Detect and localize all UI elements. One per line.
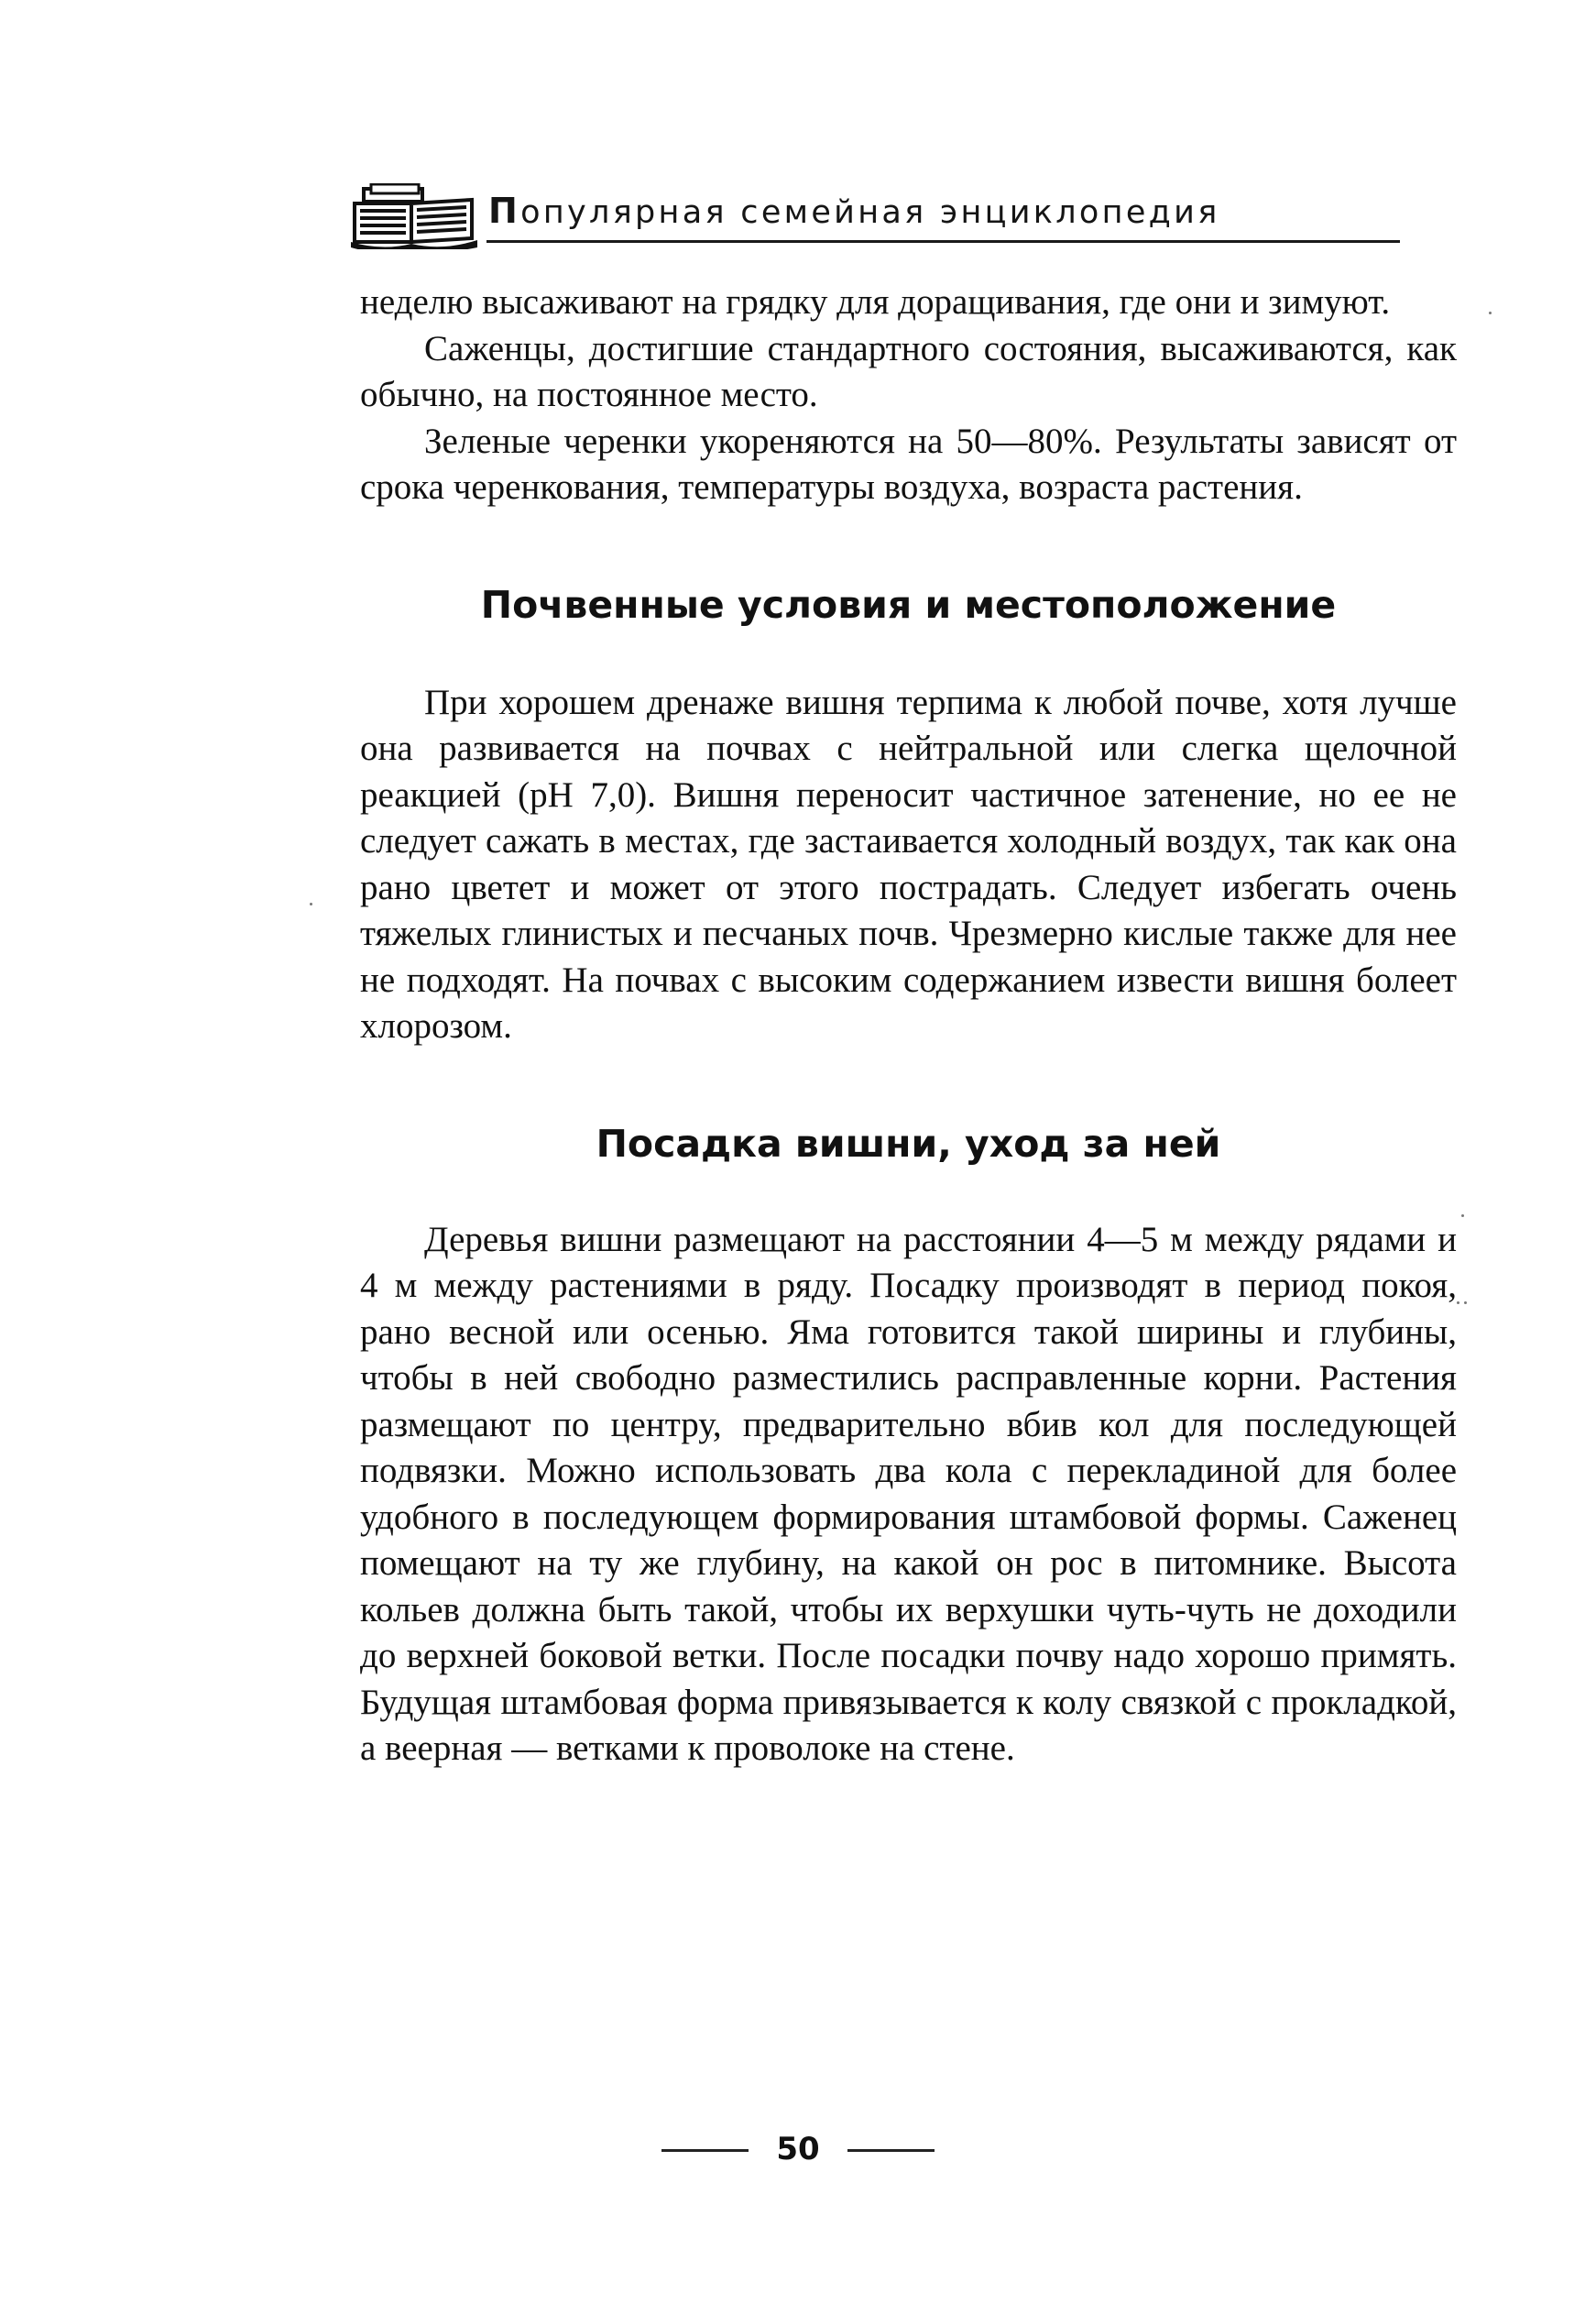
paragraph-green-cuttings: Зеленые черенки укореняются на 50—80%. Результаты зависят от срока черенкования, температуры воздуха, возраста растения. — [360, 421, 1457, 507]
scan-speck — [310, 903, 312, 905]
paragraph-planting: Деревья вишни размещают на расстоянии 4—5 м между рядами и 4 м между растениями в ряду. Посадку производят в период покоя, рано весной или осенью. Яма готовится такой ширины и глубины, чтобы в ней свободно разместились расправленные корни. Растения размещают по центру, предварительно вбив кол для последующей подвязки. Можно использовать два кола с перекладиной для более удобного в последующем формирования штамбовой формы. Саженец помещают на ту же глубину, на какой он рос в питомнике. Высота кольев должна быть такой, чтобы их верхушки чуть-чуть не доходили до верхней боковой ветки. После посадки почву надо хорошо примять. Будущая штамбовая форма привязывается к колу связкой с прокладкой, а веерная — ветками к проволоке на стене. — [360, 1219, 1457, 1768]
page-number-dash-right — [847, 2149, 935, 2152]
scan-speck — [1464, 1301, 1467, 1304]
header-title — [488, 191, 1220, 231]
page-number-dash-left — [661, 2149, 749, 2152]
section-heading-soil: Почвенные условия и местоположение — [480, 582, 1337, 627]
page-body — [360, 280, 1457, 1772]
paragraph-soil: При хорошем дренаже вишня терпима к любой почве, хотя лучше она развивается на почвах с нейтральной или слегка щелочной реакцией (рН 7,0). Вишня переносит частичное затенение, но ее не следует сажать в местах, где застаивается холодный воздух, так как она рано цветет и может от этого пострадать. Следует избегать очень тяжелых глинистых и песчаных почв. Чрезмерно кислые также для нее не подходят. На почвах с высоким содержанием извести вишня болеет хлорозом. — [360, 682, 1457, 1046]
paragraph-continued: неделю высаживают на грядку для доращивания, где они и зимуют. — [360, 282, 1391, 322]
open-book-icon — [351, 183, 477, 249]
header-title-rest: опулярная семейная энциклопедия — [520, 194, 1220, 231]
paragraph-seedlings: Саженцы, достигшие стандартного состояния, высаживаются, как обычно, на постоянное место. — [360, 328, 1457, 414]
scan-speck — [1489, 312, 1492, 314]
scan-speck — [1457, 1301, 1459, 1304]
header-title-first-letter: П — [488, 191, 521, 231]
page-number-footer — [0, 2131, 1596, 2167]
scan-speck — [1461, 1214, 1464, 1217]
header-rule — [486, 240, 1400, 243]
running-header — [351, 183, 1400, 249]
section-heading-planting: Посадка вишни, уход за ней — [596, 1121, 1221, 1166]
page-number: 50 — [776, 2131, 820, 2167]
